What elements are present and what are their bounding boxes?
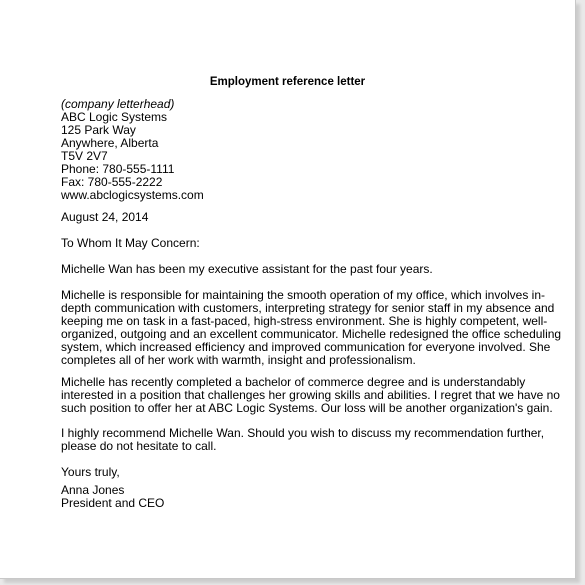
closing-block <box>61 466 521 479</box>
paragraph-1 <box>61 263 521 276</box>
paragraph-line: Michelle Wan has been my executive assistant for the past four years. <box>61 262 433 276</box>
paragraph-line: Michelle has recently completed a bachelor of commerce degree and is understandably <box>61 375 526 389</box>
postal-code: T5V 2V7 <box>61 149 108 163</box>
website: www.abclogicsystems.com <box>61 188 204 202</box>
address-line-2: Anywhere, Alberta <box>61 136 159 150</box>
paragraph-line: interested in a position that challenges her growing skills and abilities. I regret that we have no <box>61 388 560 402</box>
letterhead-block <box>61 98 521 202</box>
paragraph-line: organized, outgoing and an excellent communicator. Michelle redesigned the office scheduling <box>61 327 562 341</box>
phone-number: Phone: 780-555-1111 <box>61 162 175 176</box>
paragraph-4 <box>61 426 545 453</box>
salutation-block <box>61 237 521 250</box>
letterhead-note: (company letterhead) <box>61 97 175 111</box>
paragraph-line: depth communication with customers, interpreting strategy for senior staff in my absence and <box>61 301 555 315</box>
paragraph-3 <box>61 375 560 415</box>
closing: Yours truly, <box>61 465 120 479</box>
company-name: ABC Logic Systems <box>61 110 168 124</box>
salutation: To Whom It May Concern: <box>61 236 200 250</box>
fax-number: Fax: 780-555-2222 <box>61 175 163 189</box>
paragraph-line: completes all of her work with warmth, insight and professionalism. <box>61 353 416 367</box>
paragraph-line: I highly recommend Michelle Wan. Should you wish to discuss my recommendation further, <box>61 426 545 440</box>
signature-block <box>61 484 521 510</box>
letter-date-block <box>61 211 521 224</box>
letter-date: August 24, 2014 <box>61 210 149 224</box>
paragraph-line: keeping me on task in a fast-paced, high-stress environment. She is highly competent, well- <box>61 314 548 328</box>
paragraph-line: Michelle is responsible for maintaining the smooth operation of my office, which involves in- <box>61 288 546 302</box>
paragraph-line: please do not hesitate to call. <box>61 439 217 453</box>
signer-name: Anna Jones <box>61 483 125 497</box>
address-line-1: 125 Park Way <box>61 123 136 137</box>
paragraph-line: system, which increased efficiency and improved communication for everyone involved. She <box>61 340 551 354</box>
paragraph-2 <box>61 288 562 367</box>
letter-title: Employment reference letter <box>209 76 366 88</box>
paragraph-line: such position to offer her at ABC Logic Systems. Our loss will be another organization's gain. <box>61 401 553 415</box>
signer-title: President and CEO <box>61 496 165 510</box>
